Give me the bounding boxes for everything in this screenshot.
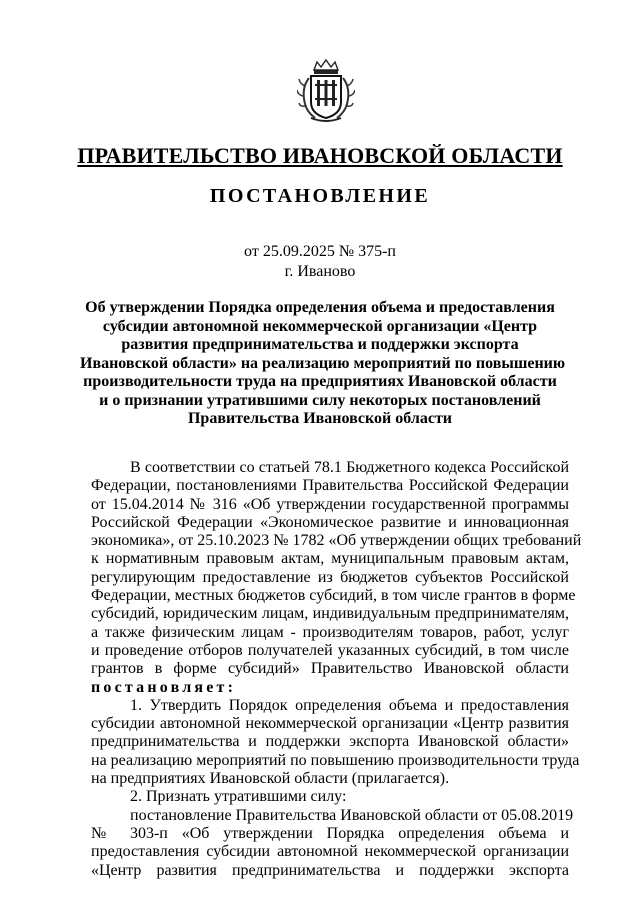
subject-line: и о признании утратившими силу некоторых постановлений bbox=[99, 391, 541, 409]
body-line: Федерации, местных бюджетов субсидий, в том числе грантов в форме bbox=[91, 587, 576, 605]
body-line: грантов в форме субсидий» Правительство Ивановской области bbox=[91, 660, 569, 678]
body-line: субсидий, юридическим лицам, индивидуальным предпринимателям, bbox=[91, 605, 569, 623]
body-line: и проведение отборов получателей указанных субсидий, в том числе bbox=[91, 641, 569, 659]
body-line: 2. Признать утратившими силу: bbox=[130, 788, 347, 806]
resolves-keyword: постановляет: bbox=[91, 678, 237, 696]
body-line: субсидии автономной некоммерческой организации «Центр развития bbox=[91, 715, 569, 733]
body-line: на предприятиях Ивановской области (прилагается). bbox=[91, 770, 450, 788]
document-type: ПОСТАНОВЛЕНИЕ bbox=[209, 185, 431, 207]
body-line: № 303-п «Об утверждении Порядка определения объема и bbox=[91, 824, 569, 842]
body-line: экономика», от 25.10.2023 № 1782 «Об утверждении общих требований bbox=[91, 532, 582, 550]
body-line: предпринимательства и поддержки экспорта Ивановской области» bbox=[91, 733, 569, 751]
body-line: а также физическим лицам - производителям товаров, работ, услуг bbox=[91, 623, 569, 641]
body-line: Федерации, постановлениями Правительства Российской Федерации bbox=[91, 477, 569, 495]
government-title: ПРАВИТЕЛЬСТВО ИВАНОВСКОЙ ОБЛАСТИ bbox=[77, 143, 563, 168]
subject-line: производительности труда на предприятиях Ивановской области bbox=[83, 373, 557, 390]
subject-line: Ивановской области» на реализацию мероприятий по повышению bbox=[80, 354, 566, 372]
coat-of-arms-icon bbox=[297, 58, 355, 124]
body-line: постановление Правительства Ивановской области от 05.08.2019 bbox=[130, 806, 574, 824]
body-line: регулирующим предоставление из бюджетов субъектов Российской bbox=[91, 568, 569, 586]
date-number: от 25.09.2025 № 375-п bbox=[244, 243, 396, 260]
body-line: к нормативным правовым актам, муниципальным правовым актам, bbox=[91, 550, 569, 568]
body-line: Российской Федерации «Экономическое развитие и инновационная bbox=[91, 513, 569, 531]
body-line: от 15.04.2014 № 316 «Об утверждении государственной программы bbox=[91, 495, 569, 513]
subject-line: развития предпринимательства и поддержки экспорта bbox=[121, 336, 519, 353]
body-line: «Центр развития предпринимательства и поддержки экспорта bbox=[91, 861, 569, 879]
subject-line: Об утверждении Порядка определения объема и предоставления bbox=[85, 299, 555, 316]
body-line: предоставления субсидии автономной некоммерческой организации bbox=[91, 843, 569, 861]
city: г. Иваново bbox=[284, 263, 356, 280]
document-body bbox=[91, 459, 582, 880]
body-line: 1. Утвердить Порядок определения объема и предоставления bbox=[130, 696, 569, 714]
body-line: на реализацию мероприятий по повышению производительности труда bbox=[91, 751, 580, 769]
subject-line: Правительства Ивановской области bbox=[187, 410, 453, 427]
body-line: В соответствии со статьей 78.1 Бюджетного кодекса Российской bbox=[130, 459, 569, 476]
document-subject bbox=[80, 299, 566, 429]
subject-line: субсидии автономной некоммерческой организации «Центр bbox=[102, 317, 538, 335]
